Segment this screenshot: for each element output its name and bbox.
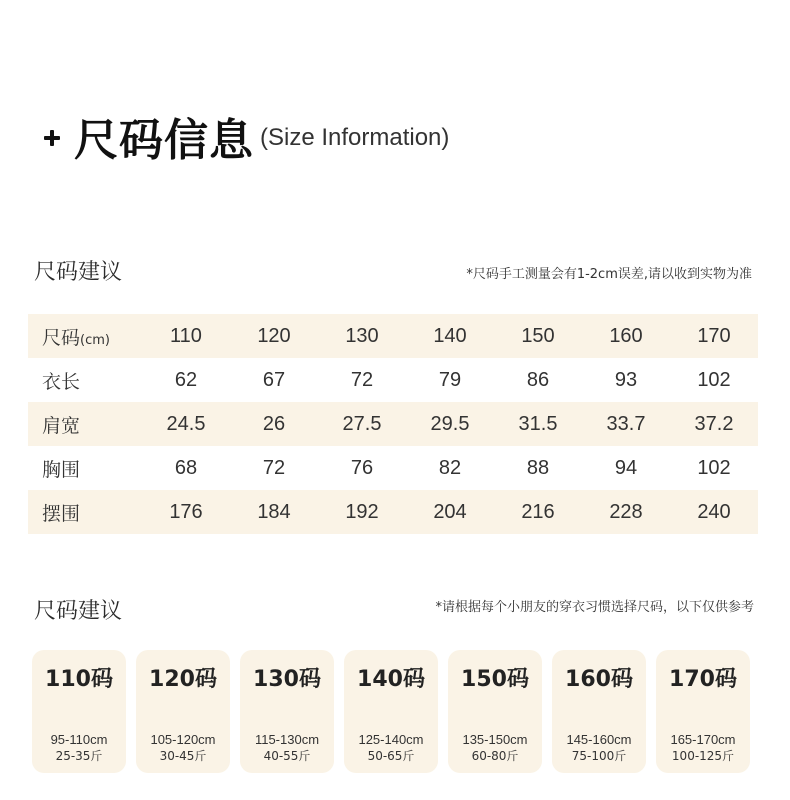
size-header-cell: 110 — [170, 324, 202, 347]
row-label: 摆围 — [42, 502, 81, 525]
table-cell: 68 — [174, 456, 198, 479]
card-size: 150码 — [461, 667, 529, 692]
page-title: 尺码信息 — [74, 115, 254, 166]
card-size: 110码 — [45, 667, 113, 692]
table-cell: 79 — [438, 368, 462, 391]
size-card — [656, 650, 750, 773]
table-cell: 93 — [614, 368, 638, 391]
table-cell: 102 — [697, 456, 731, 479]
size-header-cell: 160 — [609, 324, 643, 347]
table-cell: 31.5 — [518, 412, 558, 435]
size-header-cell: 150 — [521, 324, 555, 347]
card-weight: 40-55斤 — [263, 749, 311, 763]
size-card — [32, 650, 126, 773]
card-height: 105-120cm — [150, 732, 216, 747]
table-cell: 102 — [697, 368, 731, 391]
table-cell: 67 — [262, 368, 286, 391]
card-height: 135-150cm — [462, 732, 528, 747]
table-cell: 24.5 — [166, 412, 206, 435]
row-label: 衣长 — [42, 370, 81, 393]
card-height: 165-170cm — [670, 732, 736, 747]
table-cell: 204 — [433, 500, 467, 523]
row-label: 肩宽 — [42, 414, 81, 437]
table-cell: 176 — [169, 500, 203, 523]
page-subtitle: (Size Information) — [260, 124, 450, 151]
card-weight: 30-45斤 — [159, 749, 207, 763]
table-cell: 72 — [262, 456, 286, 479]
table-header-label — [28, 323, 142, 350]
size-chart-note: *尺码手工测量会有1-2cm误差,请以收到实物为准 — [466, 267, 752, 282]
card-size: 130码 — [253, 667, 321, 692]
table-cell: 33.7 — [606, 412, 646, 435]
card-size: 140码 — [357, 667, 425, 692]
table-cell: 184 — [257, 500, 291, 523]
card-weight: 50-65斤 — [367, 749, 415, 763]
table-cell: 88 — [526, 456, 550, 479]
card-height: 145-160cm — [566, 732, 632, 747]
table-cell: 29.5 — [430, 412, 470, 435]
plus-icon — [44, 130, 60, 146]
card-weight: 75-100斤 — [571, 749, 627, 763]
card-weight: 100-125斤 — [671, 749, 735, 763]
size-label: 尺码 — [42, 326, 81, 349]
size-header-cell: 170 — [697, 324, 731, 347]
table-cell: 240 — [697, 500, 731, 523]
size-cards — [32, 650, 750, 773]
size-table — [28, 314, 758, 534]
card-height: 115-130cm — [254, 732, 320, 747]
recommendation-title: 尺码建议 — [34, 599, 123, 624]
row-label: 胸围 — [42, 458, 81, 481]
recommendation-note: *请根据每个小朋友的穿衣习惯选择尺码，以下仅供参考 — [435, 600, 754, 615]
table-header-row — [28, 314, 758, 358]
table-cell: 27.5 — [342, 412, 382, 435]
size-card — [240, 650, 334, 773]
table-row — [28, 402, 758, 446]
table-cell: 72 — [350, 368, 374, 391]
table-cell: 82 — [438, 456, 462, 479]
size-header-cell: 130 — [345, 324, 379, 347]
table-cell: 62 — [174, 368, 198, 391]
size-chart-title: 尺码建议 — [34, 260, 123, 285]
table-cell: 216 — [521, 500, 555, 523]
table-cell: 94 — [614, 456, 638, 479]
size-card — [344, 650, 438, 773]
table-cell: 86 — [526, 368, 550, 391]
size-header-cell: 120 — [257, 324, 291, 347]
card-size: 170码 — [669, 667, 737, 692]
size-card — [136, 650, 230, 773]
card-weight: 25-35斤 — [55, 749, 103, 763]
size-card — [552, 650, 646, 773]
size-card — [448, 650, 542, 773]
card-weight: 60-80斤 — [471, 749, 519, 763]
size-unit: (cm) — [80, 332, 110, 348]
table-row — [28, 490, 758, 534]
card-size: 120码 — [149, 667, 217, 692]
size-header-cell: 140 — [433, 324, 467, 347]
page-header — [44, 108, 449, 164]
card-height: 125-140cm — [358, 732, 424, 747]
table-cell: 192 — [345, 500, 379, 523]
table-cell: 37.2 — [694, 412, 734, 435]
table-cell: 228 — [609, 500, 643, 523]
table-cell: 26 — [262, 412, 286, 435]
table-row — [28, 446, 758, 490]
table-cell: 76 — [350, 456, 374, 479]
card-size: 160码 — [565, 667, 633, 692]
card-height: 95-110cm — [50, 732, 108, 747]
table-row — [28, 358, 758, 402]
